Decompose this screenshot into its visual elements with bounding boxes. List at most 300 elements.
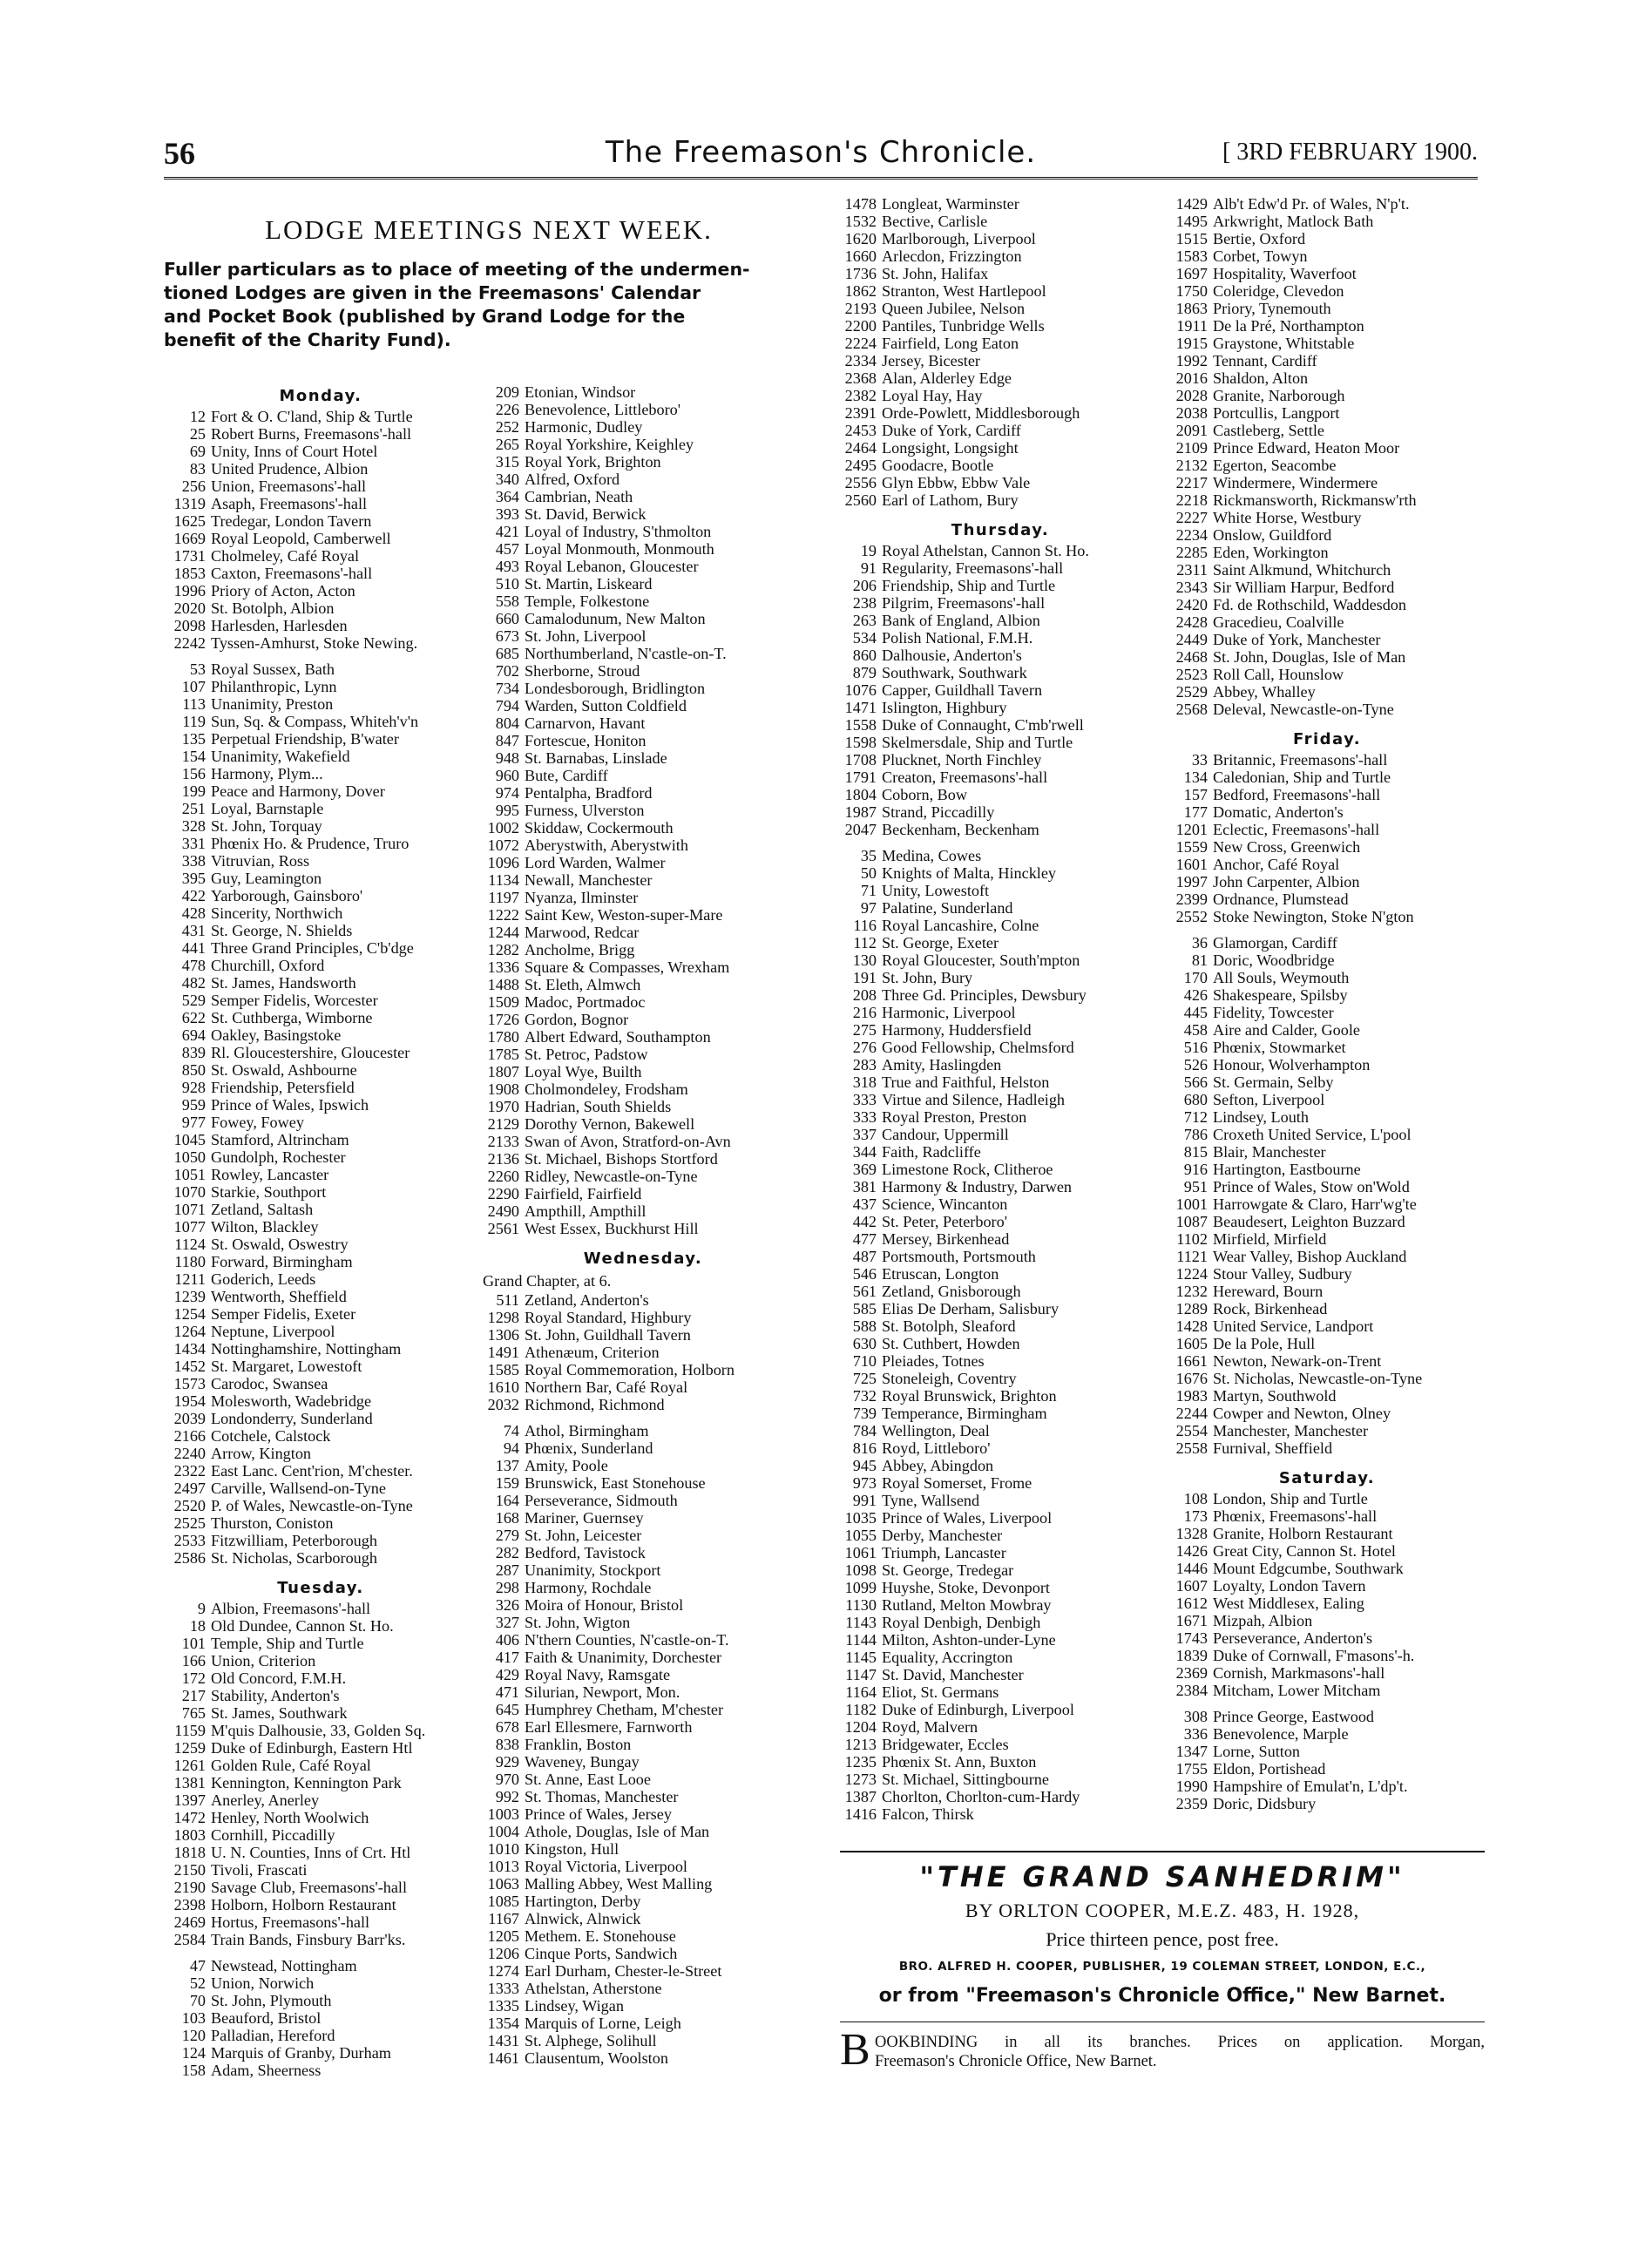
lodge-number: 1347 [1175, 1743, 1208, 1760]
lodge-name: Prince of Wales, Liverpool [882, 1509, 1053, 1527]
lodge-row [1166, 1091, 1488, 1108]
lodge-name: Prince of Wales, Jersey [525, 1805, 672, 1823]
lodge-number: 959 [181, 1096, 206, 1114]
lodge-row [835, 647, 1166, 664]
lodge-row [1166, 265, 1488, 282]
lodge-number: 945 [852, 1457, 877, 1474]
lodge-name: St. James, Handsworth [211, 974, 356, 992]
lodge-number: 1319 [173, 495, 206, 512]
lodge-name: Dorothy Vernon, Bakewell [525, 1115, 695, 1133]
lodge-name [211, 652, 477, 660]
lodge-row [1166, 1352, 1488, 1370]
lodge-row [1166, 422, 1488, 439]
lodge-row [835, 213, 1166, 230]
lodge-row [835, 230, 1166, 247]
lodge-number: 1061 [844, 1544, 877, 1561]
lodge-name: Robert Burns, Freemasons'-hall [211, 425, 412, 443]
lodge-number: 1143 [845, 1614, 877, 1631]
lodge-row [1166, 596, 1488, 613]
lodge-number: 725 [852, 1370, 877, 1387]
lodge-number: 1096 [487, 854, 519, 871]
lodge-number: 18 [189, 1617, 206, 1635]
lodge-row [477, 1561, 809, 1579]
lodge-number: 1676 [1175, 1370, 1208, 1387]
lodge-name: Old Concord, F.M.H. [211, 1669, 347, 1687]
lodge-name: Prince of Wales, Stow on'Wold [1213, 1178, 1410, 1195]
lodge-row [1166, 856, 1488, 873]
lodge-name: East Lanc. Cent'rion, M'chester. [211, 1462, 413, 1480]
lodge-name: Roll Call, Hounslow [1213, 666, 1344, 683]
lodge-number: 134 [1183, 769, 1208, 786]
lodge-name: Graystone, Whitstable [1213, 335, 1355, 352]
lodge-row [1166, 544, 1488, 561]
lodge-name: Harmonic, Dudley [525, 418, 643, 436]
lodge-name: Harlesden, Harlesden [211, 617, 348, 634]
lodge-number: 1013 [487, 1858, 519, 1875]
lodge-row [164, 992, 477, 1009]
lodge-number: 2558 [1175, 1439, 1208, 1457]
intro-line: tioned Lodges are given in the Freemasons' Calendar [164, 282, 701, 303]
lodge-number: 298 [495, 1579, 519, 1596]
lodge-name: Egerton, Seacombe [1213, 457, 1337, 474]
lodge-number: 1583 [1175, 247, 1208, 265]
lodge-number: 308 [1183, 1708, 1208, 1725]
lodge-name: Tyne, Wallsend [882, 1492, 980, 1509]
lodge-list [835, 847, 1166, 1823]
lodge-number: 2382 [844, 387, 877, 404]
lodge-number: 265 [495, 436, 519, 453]
lodge-row [477, 1858, 809, 1875]
lodge-number: 645 [495, 1701, 519, 1718]
lodge-name: Pleiades, Totnes [882, 1352, 985, 1370]
lodge-row [477, 383, 809, 401]
column-3 [835, 195, 1166, 1823]
lodge-number: 1387 [844, 1788, 877, 1805]
lodge-name: Anchor, Café Royal [1213, 856, 1340, 873]
lodge-row [477, 558, 809, 575]
lodge-number: 516 [1183, 1039, 1208, 1056]
lodge-number: 36 [1191, 934, 1208, 952]
lodge-name: Great City, Cannon St. Hotel [1213, 1542, 1396, 1560]
lodge-number: 1803 [173, 1826, 206, 1844]
lodge-number: 1002 [487, 819, 519, 836]
lodge-number: 1472 [173, 1809, 206, 1826]
lodge-name: Ancholme, Brigg [525, 941, 635, 958]
lodge-name: Onslow, Guildford [1213, 526, 1332, 544]
lodge-name: Cornish, Markmasons'-hall [1213, 1664, 1385, 1682]
lodge-name: Nyanza, Ilminster [525, 889, 639, 906]
lodge-number: 1254 [173, 1305, 206, 1323]
lodge-name: Royd, Littleboro' [882, 1439, 991, 1457]
lodge-row [164, 1739, 477, 1757]
lodge-number: 1182 [845, 1701, 877, 1718]
issue-date: [ 3RD FEBRUARY 1900. [1222, 139, 1478, 166]
lodge-number: 315 [495, 453, 519, 471]
lodge-row [835, 1370, 1166, 1387]
lodge-number: 238 [852, 594, 877, 612]
lodge-name: New Cross, Greenwich [1213, 838, 1361, 856]
lodge-row [1166, 317, 1488, 335]
lodge-row [164, 1669, 477, 1687]
lodge-name: Goodacre, Bootle [882, 457, 994, 474]
lodge-name: Tyssen-Amhurst, Stoke Newing. [211, 634, 418, 652]
lodge-name: Cotchele, Calstock [211, 1427, 331, 1445]
lodge-number: 1274 [487, 1962, 519, 1980]
lodge-name: Virtue and Silence, Hadleigh [882, 1091, 1066, 1108]
lodge-number: 2091 [1175, 422, 1208, 439]
lodge-row [477, 1771, 809, 1788]
lodge-name: Harrowgate & Claro, Harr'wg'te [1213, 1195, 1417, 1213]
lodge-row [164, 1218, 477, 1236]
lodge-number: 1264 [173, 1323, 206, 1340]
lodge-row [477, 836, 809, 854]
advertisement [840, 1851, 1485, 2073]
lodge-name: Cholmondeley, Frodsham [525, 1080, 688, 1098]
lodge-row [477, 1544, 809, 1561]
lodge-number: 94 [503, 1439, 519, 1457]
lodge-row [1166, 1405, 1488, 1422]
lodge-row [164, 495, 477, 512]
lodge-number: 1333 [487, 1980, 519, 1997]
lodge-name: Abbey, Whalley [1213, 683, 1316, 701]
lodge-name: Capper, Guildhall Tavern [882, 681, 1043, 699]
lodge-row [477, 819, 809, 836]
lodge-number: 426 [1183, 986, 1208, 1004]
lodge-name: Cornhill, Piccadilly [211, 1826, 335, 1844]
lodge-name: Caledonian, Ship and Turtle [1213, 769, 1391, 786]
lodge-name: Rutland, Melton Mowbray [882, 1596, 1052, 1614]
lodge-number: 1987 [844, 803, 877, 821]
lodge-row [477, 1185, 809, 1202]
lodge-number: 482 [181, 974, 206, 992]
lodge-name: Mount Edgcumbe, Southwark [1213, 1560, 1404, 1577]
lodge-number: 2260 [487, 1168, 519, 1185]
lodge-row [477, 645, 809, 662]
lodge-number: 974 [495, 784, 519, 802]
lodge-row [1166, 1126, 1488, 1143]
lodge-name: Semper Fidelis, Exeter [211, 1305, 356, 1323]
intro-line: benefit of the Charity Fund). [164, 329, 451, 350]
lodge-row [477, 1168, 809, 1185]
lodge-number: 1839 [1175, 1647, 1208, 1664]
lodge-row [1166, 579, 1488, 596]
lodge-name: Duke of Edinburgh, Liverpool [882, 1701, 1074, 1718]
lodge-number: 47 [189, 1957, 206, 1974]
bookbinding-line: Freemason's Chronicle Office, New Barnet. [875, 2053, 1157, 2070]
lodge-name: Castleberg, Settle [1213, 422, 1324, 439]
lodge-name: Friendship, Ship and Turtle [882, 577, 1056, 594]
lodge-list [164, 1600, 477, 2079]
lodge-number: 53 [189, 660, 206, 678]
lodge-name: Phœnix Ho. & Prudence, Truro [211, 835, 410, 852]
lodge-number: 344 [852, 1143, 877, 1161]
lodge-row [1166, 934, 1488, 952]
lodge-row [164, 1340, 477, 1358]
lodge-number: 838 [495, 1736, 519, 1753]
lodge-row [477, 1011, 809, 1028]
lodge-row [835, 1596, 1166, 1614]
lodge-name: Thurston, Coniston [211, 1514, 334, 1532]
lodge-name: Beckenham, Beckenham [882, 821, 1039, 838]
lodge-name: Fort & O. C'land, Ship & Turtle [211, 408, 413, 425]
lodge-name: Candour, Uppermill [882, 1126, 1009, 1143]
lodge-row [164, 1323, 477, 1340]
lodge-row [477, 1788, 809, 1805]
lodge-row [477, 1927, 809, 1945]
lodge-name: Royal Sussex, Bath [211, 660, 335, 678]
lodge-number: 2428 [1175, 613, 1208, 631]
lodge-number: 2533 [173, 1532, 206, 1549]
ad-publisher: BRO. ALFRED H. COOPER, PUBLISHER, 19 COLEMAN STREET, LONDON, E.C., [898, 1960, 1426, 1974]
lodge-number: 1736 [844, 265, 877, 282]
lodge-row [1166, 1073, 1488, 1091]
lodge-name: Derby, Manchester [882, 1527, 1003, 1544]
lodge-name: Union, Norwich [211, 1974, 315, 1992]
lodge-number: 1990 [1175, 1778, 1208, 1795]
lodge-number: 1515 [1175, 230, 1208, 247]
lodge-name: Saint Kew, Weston-super-Mare [525, 906, 723, 924]
lodge-number: 364 [495, 488, 519, 505]
lodge-number: 970 [495, 1771, 519, 1788]
lodge-name: Southwark, Southwark [882, 664, 1027, 681]
lodge-row [477, 1439, 809, 1457]
lodge-name: Shakespeare, Spilsby [1213, 986, 1348, 1004]
lodge-row [477, 1396, 809, 1413]
lodge-row [164, 678, 477, 695]
lodge-number: 2368 [844, 369, 877, 387]
lodge-row [1166, 683, 1488, 701]
lodge-row [164, 2027, 477, 2044]
lodge-name: Northern Bar, Café Royal [525, 1378, 688, 1396]
lodge-number: 510 [495, 575, 519, 593]
lodge-row [1166, 1248, 1488, 1265]
lodge-name: Bute, Cardiff [525, 767, 608, 784]
column-2 [477, 383, 809, 2067]
lodge-row [164, 1497, 477, 1514]
lodge-row [1166, 491, 1488, 509]
lodge-number: 2520 [173, 1497, 206, 1514]
lodge-number: 1051 [173, 1166, 206, 1183]
lodge-row [477, 714, 809, 732]
lodge-name: Palladian, Hereford [211, 2027, 335, 2044]
lodge-name: Jersey, Bicester [882, 352, 980, 369]
bookbinding-notice [840, 2025, 1485, 2075]
lodge-number: 929 [495, 1753, 519, 1771]
lodge-name: Royal Lancashire, Colne [882, 917, 1039, 934]
lodge-row [1166, 952, 1488, 969]
lodge-number: 2166 [173, 1427, 206, 1445]
lodge-number: 529 [181, 992, 206, 1009]
lodge-row [835, 1161, 1166, 1178]
lodge-number: 69 [189, 443, 206, 460]
lodge-row [164, 512, 477, 530]
lodge-name: Tredegar, London Tavern [211, 512, 372, 530]
lodge-number: 534 [852, 629, 877, 647]
lodge-row [164, 634, 477, 652]
lodge-row [164, 974, 477, 992]
lodge-name: Oakley, Basingstoke [211, 1026, 342, 1044]
lodge-row [477, 854, 809, 871]
lodge-row [477, 1962, 809, 1980]
lodge-name: Furnival, Sheffield [1213, 1439, 1333, 1457]
lodge-name: Limestone Rock, Clitheroe [882, 1161, 1053, 1178]
lodge-row [164, 530, 477, 547]
lodge-name: Loyal Hay, Hay [882, 387, 983, 404]
lodge-name: Priory of Acton, Acton [211, 582, 355, 599]
lodge-row [164, 1061, 477, 1079]
lodge-row [164, 1948, 477, 1957]
lodge-row [835, 1039, 1166, 1056]
lodge-name: Duke of Connaught, C'mb'rwell [882, 716, 1084, 734]
lodge-number: 1124 [174, 1236, 206, 1253]
lodge-number: 1785 [487, 1046, 519, 1063]
lodge-row [1166, 1542, 1488, 1560]
lodge-name: Silurian, Newport, Mon. [525, 1683, 680, 1701]
lodge-number: 2391 [844, 404, 877, 422]
lodge-name: True and Faithful, Helston [882, 1073, 1050, 1091]
lodge-number: 2109 [1175, 439, 1208, 457]
lodge-number: 2554 [1175, 1422, 1208, 1439]
lodge-row [835, 899, 1166, 917]
lodge-row [477, 993, 809, 1011]
lodge-name: Guy, Leamington [211, 870, 322, 887]
lodge-name: Orde-Powlett, Middlesborough [882, 404, 1080, 422]
lodge-name: Dalhousie, Anderton's [882, 647, 1022, 664]
lodge-number: 558 [495, 593, 519, 610]
lodge-row [164, 817, 477, 835]
lodge-name: Friendship, Petersfield [211, 1079, 355, 1096]
lodge-row [1166, 1039, 1488, 1056]
lodge-number: 287 [495, 1561, 519, 1579]
lodge-number: 417 [495, 1649, 519, 1666]
lodge-list [477, 1291, 809, 1413]
lodge-row [164, 887, 477, 904]
lodge-number: 1532 [844, 213, 877, 230]
lodge-number: 2359 [1175, 1795, 1208, 1812]
lodge-name: Newton, Newark-on-Trent [1213, 1352, 1382, 1370]
lodge-row [164, 477, 477, 495]
lodge-row [1166, 786, 1488, 803]
lodge-row [164, 922, 477, 939]
lodge-name: Harmony, Plym... [211, 765, 323, 782]
lodge-name: St. Barnabas, Linslade [525, 749, 667, 767]
lodge-name [211, 1948, 477, 1957]
lodge-row [477, 575, 809, 593]
lodge-name: Unanimity, Wakefield [211, 748, 350, 765]
lodge-row [1166, 369, 1488, 387]
lodge-number: 1625 [173, 512, 206, 530]
lodge-name: Unanimity, Preston [211, 695, 334, 713]
lodge-row [835, 1126, 1166, 1143]
lodge-name: Amity, Poole [525, 1457, 608, 1474]
lodge-name: St. David, Manchester [882, 1666, 1024, 1683]
lodge-number: 333 [852, 1108, 877, 1126]
lodge-name: St. Nicholas, Newcastle-on-Tyne [1213, 1370, 1423, 1387]
lodge-number: 206 [852, 577, 877, 594]
lodge-row [477, 1736, 809, 1753]
lodge-row [164, 425, 477, 443]
lodge-name: Domatic, Anderton's [1213, 803, 1344, 821]
lodge-name: Queen Jubilee, Nelson [882, 300, 1026, 317]
lodge-number: 2311 [1176, 561, 1208, 579]
lodge-name: U. N. Counties, Inns of Crt. Htl [211, 1844, 411, 1861]
lodge-name: United Service, Landport [1213, 1317, 1374, 1335]
lodge-number: 395 [181, 870, 206, 887]
lodge-number: 1853 [173, 565, 206, 582]
lodge-name: Palatine, Sunderland [882, 899, 1013, 917]
lodge-name: Athole, Douglas, Isle of Man [525, 1823, 710, 1840]
lodge-number: 1072 [487, 836, 519, 854]
lodge-row [164, 695, 477, 713]
lodge-number: 2218 [1175, 491, 1208, 509]
lodge-number: 2398 [173, 1896, 206, 1913]
lodge-name: Arkwright, Matlock Bath [1213, 213, 1374, 230]
lodge-number: 422 [181, 887, 206, 904]
lodge-name: Harmony & Industry, Darwen [882, 1178, 1073, 1195]
lodge-number: 2556 [844, 474, 877, 491]
lodge-number: 1818 [173, 1844, 206, 1861]
lodge-row [477, 505, 809, 523]
lodge-number: 478 [181, 957, 206, 974]
lodge-row [1166, 1725, 1488, 1743]
lodge-row [477, 1649, 809, 1666]
lodge-name: Science, Wincanton [882, 1195, 1008, 1213]
lodge-name: Duke of York, Cardiff [882, 422, 1021, 439]
lodge-name: Athenæum, Criterion [525, 1344, 660, 1361]
lodge-row [164, 2009, 477, 2027]
lodge-row [835, 1405, 1166, 1422]
lodge-number: 2384 [1175, 1682, 1208, 1699]
intro-line: Fuller particulars as to place of meeting of the undermen- [164, 259, 750, 280]
lodge-row [1166, 631, 1488, 648]
lodge-number: 1070 [173, 1183, 206, 1201]
lodge-number: 561 [852, 1283, 877, 1300]
lodge-name: Fidelity, Towcester [1213, 1004, 1334, 1021]
lodge-number: 1159 [174, 1722, 206, 1739]
lodge-number: 1050 [173, 1148, 206, 1166]
lodge-number: 2098 [173, 617, 206, 634]
lodge-number: 1004 [487, 1823, 519, 1840]
lodge-name: Portsmouth, Portsmouth [882, 1248, 1036, 1265]
lodge-number: 1416 [844, 1805, 877, 1823]
lodge-name: Goderich, Leeds [211, 1270, 316, 1288]
lodge-row [164, 1844, 477, 1861]
lodge-name: Cambrian, Neath [525, 488, 633, 505]
lodge-number: 170 [1183, 969, 1208, 986]
lodge-name: Loyal Wye, Builth [525, 1063, 642, 1080]
lodge-row [477, 749, 809, 767]
lodge-name: Faith & Unanimity, Dorchester [525, 1649, 722, 1666]
lodge-number: 1585 [487, 1361, 519, 1378]
lodge-number: 977 [181, 1114, 206, 1131]
lodge-number: 860 [852, 647, 877, 664]
lodge-row [835, 559, 1166, 577]
lodge-row [835, 369, 1166, 387]
lodge-name: Anerley, Anerley [211, 1791, 320, 1809]
lodge-number: 2190 [173, 1879, 206, 1896]
lodge-number: 74 [503, 1422, 519, 1439]
lodge-name: Wilton, Blackley [211, 1218, 319, 1236]
lodge-row [835, 1387, 1166, 1405]
lodge-name: Royal Preston, Preston [882, 1108, 1027, 1126]
lodge-name: Newstead, Nottingham [211, 1957, 357, 1974]
lodge-name: Beauford, Bristol [211, 2009, 322, 2027]
lodge-number: 1298 [487, 1309, 519, 1326]
lodge-number: 1431 [487, 2032, 519, 2049]
lodge-number [164, 652, 211, 660]
lodge-name: Bertie, Oxford [1213, 230, 1306, 247]
lodge-number: 1145 [845, 1649, 877, 1666]
